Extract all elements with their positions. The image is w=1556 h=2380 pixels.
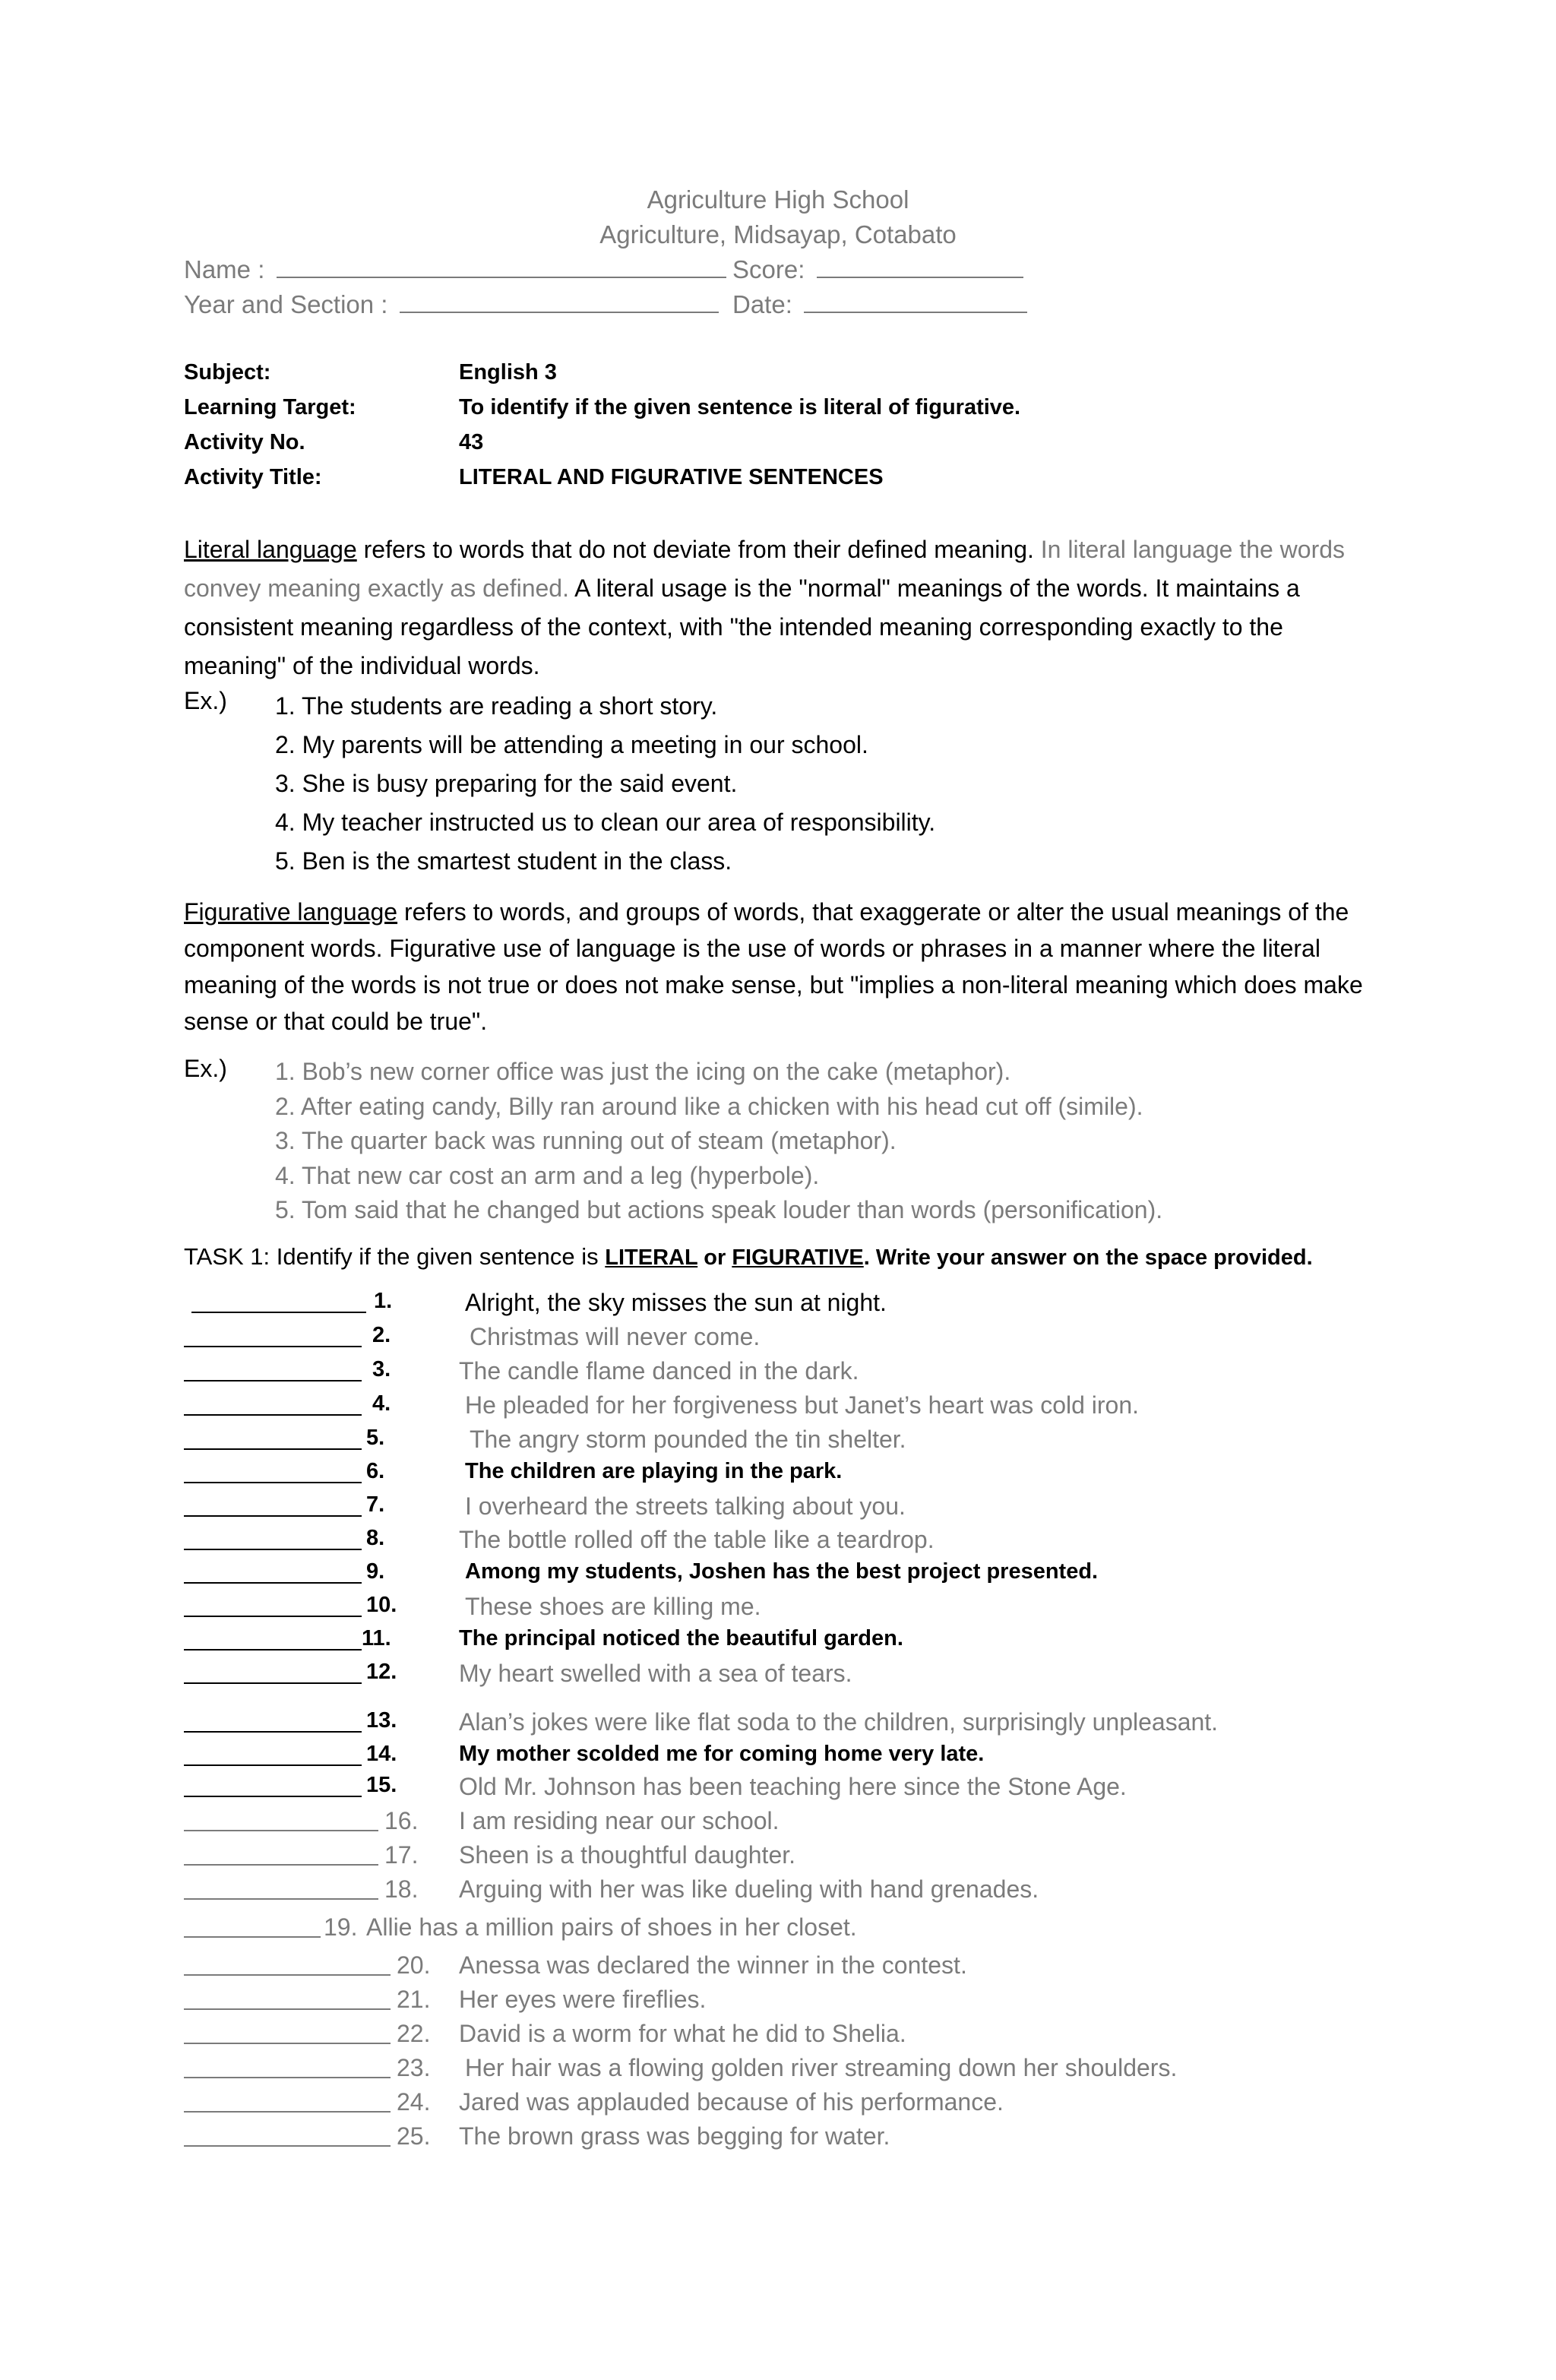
answer-blank[interactable] [184, 2145, 391, 2147]
literal-text-2: A literal usage is the "normal" meanings of the words. It maintains a consistent meaning regardless of the context, with "the intended meaning corresponding exactly to the meaning" of the individual words. [184, 574, 1300, 679]
list-item: 5. Tom said that he changed but actions speak louder than words (personification). [275, 1196, 1163, 1223]
answer-blank[interactable] [184, 1649, 362, 1650]
item-text: The brown grass was begging for water. [459, 2122, 890, 2150]
answer-blank[interactable] [184, 2043, 391, 2044]
item-text: Her eyes were fireflies. [459, 1986, 707, 2013]
literal-term: Literal language [184, 536, 357, 563]
item-text: Her hair was a flowing golden river streaming down her shoulders. [465, 2054, 1178, 2081]
task-instruction [184, 1243, 1313, 1271]
list-item: 4. That new car cost an arm and a leg (hyperbole). [275, 1161, 820, 1189]
item-number: 22. [397, 2020, 431, 2047]
answer-blank[interactable] [184, 1482, 362, 1483]
list-item: 4. My teacher instructed us to clean our area of responsibility. [275, 809, 936, 836]
figurative-definition [184, 894, 1384, 1040]
item-text: Anessa was declared the winner in the contest. [459, 1951, 967, 1979]
list-item: 3. She is busy preparing for the said event. [275, 770, 738, 797]
item-text: The candle flame danced in the dark. [459, 1357, 859, 1385]
item-number: 4. [372, 1391, 391, 1416]
figurative-text: refers to words, and groups of words, that exaggerate or alter the usual meanings of the component words. Figurative use of language is the use of words or phrases in a manner where the literal meaning of the words is not true or does not make sense, but "implies a non-literal meaning which does make sense or that could be true". [184, 898, 1363, 1035]
date-label: Date: [732, 290, 792, 318]
item-number: 8. [366, 1526, 385, 1550]
subject-label: Subject: [184, 360, 271, 385]
list-item: 5. Ben is the smartest student in the class. [275, 847, 732, 875]
answer-blank[interactable] [191, 1312, 366, 1313]
task-or: or [697, 1245, 732, 1270]
activity-no-value: 43 [459, 430, 484, 454]
answer-blank[interactable] [184, 1616, 362, 1617]
item-number: 7. [366, 1492, 385, 1517]
year-section-blank[interactable] [400, 290, 719, 313]
item-number: 18. [384, 1875, 419, 1903]
answer-blank[interactable] [184, 2077, 391, 2078]
answer-blank[interactable] [184, 1549, 362, 1550]
item-text: Among my students, Joshen has the best project presented. [465, 1559, 1099, 1584]
year-section-label: Year and Section : [184, 290, 388, 318]
item-text: My mother scolded me for coming home very late. [459, 1742, 985, 1766]
answer-blank[interactable] [184, 1346, 362, 1347]
name-blank[interactable] [277, 255, 726, 278]
target-value: To identify if the given sentence is literal of figurative. [459, 395, 1021, 419]
item-text: Jared was applauded because of his performance. [459, 2088, 1004, 2116]
answer-blank[interactable] [184, 1582, 362, 1584]
item-text: I am residing near our school. [459, 1807, 780, 1834]
item-number: 11. [362, 1626, 391, 1650]
item-text: Allie has a million pairs of shoes in her closet. [366, 1913, 857, 1941]
target-label: Learning Target: [184, 395, 356, 419]
item-number: 10. [366, 1593, 397, 1617]
activity-title-label: Activity Title: [184, 465, 322, 489]
item-text: These shoes are killing me. [465, 1593, 761, 1620]
item-text: Christmas will never come. [470, 1323, 761, 1350]
item-number: 15. [366, 1773, 397, 1797]
activity-no-label: Activity No. [184, 430, 305, 454]
item-text: I overheard the streets talking about you. [465, 1492, 906, 1520]
item-number: 23. [397, 2054, 431, 2081]
answer-blank[interactable] [184, 1936, 321, 1938]
date-blank[interactable] [804, 290, 1027, 313]
figurative-examples [275, 1055, 1162, 1228]
figurative-term: Figurative language [184, 898, 398, 926]
item-number: 16. [384, 1807, 419, 1834]
item-number: 5. [366, 1426, 385, 1450]
item-number: 6. [366, 1459, 385, 1483]
item-number: 25. [397, 2122, 431, 2150]
item-number: 1. [374, 1289, 393, 1313]
task-literal: LITERAL [605, 1245, 698, 1270]
date-field[interactable] [732, 290, 1027, 319]
task-prefix: TASK 1: Identify if the given sentence is [184, 1243, 606, 1270]
item-number: 21. [397, 1986, 431, 2013]
answer-blank[interactable] [184, 1830, 378, 1831]
item-text: Alright, the sky misses the sun at night. [465, 1289, 887, 1316]
literal-text-gray: In literal language the words convey meaning exactly as defined. [184, 536, 1346, 602]
answer-blank[interactable] [184, 1764, 362, 1766]
item-number: 12. [366, 1660, 397, 1684]
school-name: Agriculture High School [647, 185, 909, 214]
item-text: My heart swelled with a sea of tears. [459, 1660, 852, 1687]
list-item: 2. After eating candy, Billy ran around like a chicken with his head cut off (simile). [275, 1092, 1143, 1120]
item-number: 19. [324, 1913, 358, 1941]
item-text: Sheen is a thoughtful daughter. [459, 1841, 796, 1869]
answer-blank[interactable] [184, 1898, 378, 1900]
school-address: Agriculture, Midsayap, Cotabato [599, 220, 957, 248]
figurative-ex-label: Ex.) [184, 1055, 227, 1082]
item-text: Alan’s jokes were like flat soda to the children, surprisingly unpleasant. [459, 1708, 1219, 1736]
list-item: 1. The students are reading a short story. [275, 692, 718, 720]
name-label: Name : [184, 255, 265, 283]
item-text: The children are playing in the park. [465, 1459, 843, 1483]
item-number: 2. [372, 1323, 391, 1347]
answer-blank[interactable] [184, 1448, 362, 1450]
task-figurative: FIGURATIVE [732, 1245, 864, 1270]
item-number: 20. [397, 1951, 431, 1979]
answer-blank[interactable] [184, 1974, 391, 1976]
literal-text-1: refers to words that do not deviate from their defined meaning. [356, 536, 1041, 563]
answer-blank[interactable] [184, 1731, 362, 1733]
year-section-field[interactable] [184, 290, 719, 319]
task-suffix: . Write your answer on the space provided. [863, 1245, 1313, 1270]
item-text: The bottle rolled off the table like a teardrop. [459, 1526, 935, 1553]
answer-blank[interactable] [184, 1515, 362, 1517]
item-text: The principal noticed the beautiful garden. [459, 1626, 903, 1650]
answer-blank[interactable] [184, 2111, 391, 2113]
score-label: Score: [732, 255, 805, 283]
item-number: 17. [384, 1841, 419, 1869]
item-number: 13. [366, 1708, 397, 1733]
item-number: 24. [397, 2088, 431, 2116]
item-text: Old Mr. Johnson has been teaching here since the Stone Age. [459, 1773, 1127, 1800]
name-field[interactable] [184, 255, 726, 284]
literal-definition [184, 530, 1384, 685]
list-item: 3. The quarter back was running out of steam (metaphor). [275, 1127, 897, 1154]
item-text: He pleaded for her forgiveness but Janet’s heart was cold iron. [465, 1391, 1140, 1419]
score-blank[interactable] [817, 255, 1023, 278]
item-text: David is a worm for what he did to Shelia. [459, 2020, 906, 2047]
subject-value: English 3 [459, 360, 557, 385]
literal-ex-label: Ex.) [184, 687, 227, 714]
item-number: 3. [372, 1357, 391, 1381]
activity-title-value: LITERAL AND FIGURATIVE SENTENCES [459, 465, 884, 489]
item-text: Arguing with her was like dueling with hand grenades. [459, 1875, 1039, 1903]
answer-blank[interactable] [184, 1414, 362, 1416]
list-item: 2. My parents will be attending a meeting in our school. [275, 731, 868, 758]
answer-blank[interactable] [184, 1380, 362, 1381]
literal-examples [275, 687, 935, 881]
item-number: 9. [366, 1559, 385, 1584]
answer-blank[interactable] [184, 1796, 362, 1797]
item-number: 14. [366, 1742, 397, 1766]
answer-blank[interactable] [184, 1864, 378, 1866]
item-text: The angry storm pounded the tin shelter. [470, 1426, 906, 1453]
answer-blank[interactable] [184, 2008, 391, 2010]
answer-blank[interactable] [184, 1682, 362, 1684]
score-field[interactable] [732, 255, 1023, 284]
list-item: 1. Bob’s new corner office was just the icing on the cake (metaphor). [275, 1058, 1011, 1085]
